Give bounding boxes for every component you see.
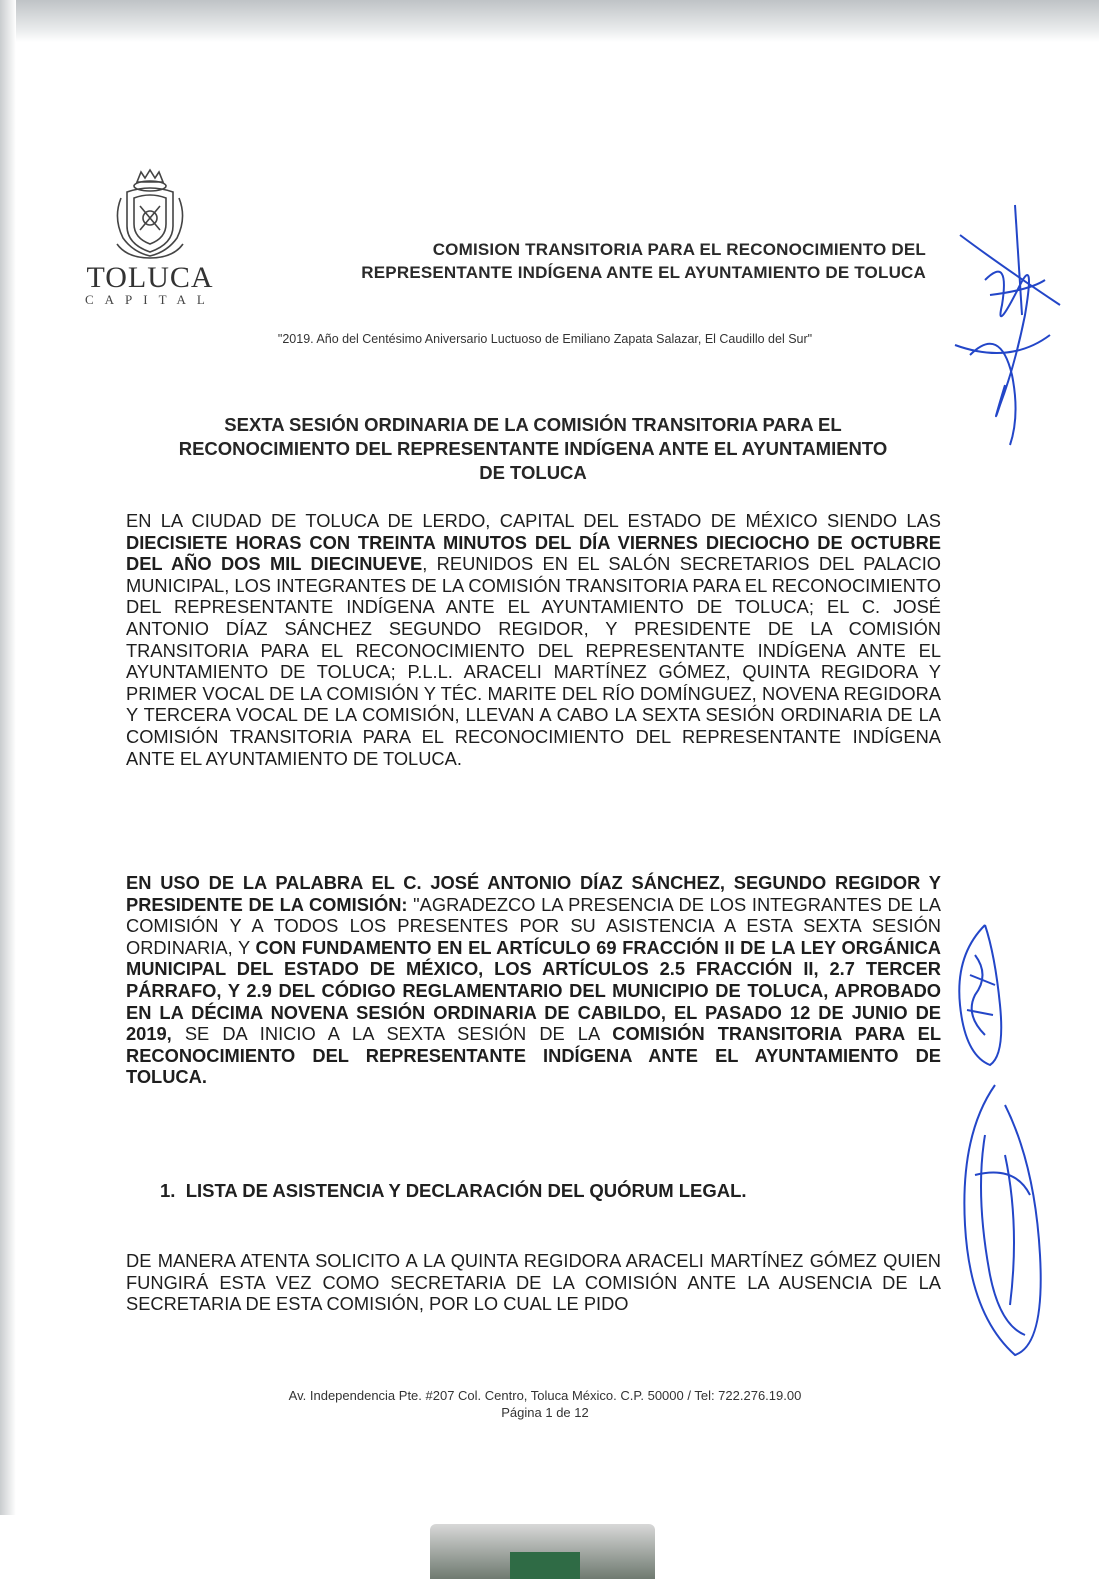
agenda-item-1	[160, 1180, 747, 1202]
year-motto: "2019. Año del Centésimo Aniversario Luctuoso de Emiliano Zapata Salazar, El Caudillo del Sur"	[277, 332, 813, 346]
commission-name: COMISIÓN TRANSITORIA PARA EL RECONOCIMIENTO DEL REPRESENTANTE INDÍGENA ANTE EL AYUNTAMIENTO DE TOLUCA.	[126, 1023, 941, 1088]
logo-name: TOLUCA	[86, 261, 214, 294]
session-title-line2: RECONOCIMIENTO DEL REPRESENTANTE INDÍGENA ANTE EL AYUNTAMIENTO	[178, 438, 888, 459]
opening-datetime: DIECISIETE HORAS CON TREINTA MINUTOS DEL DÍA VIERNES DIECIOCHO DE OCTUBRE DEL AÑO DOS MIL DIECINUEVE	[126, 531, 941, 575]
opening-text-a: EN LA CIUDAD DE TOLUCA DE LERDO, CAPITAL DEL ESTADO DE MÉXICO SIENDO LAS	[126, 510, 941, 531]
scan-shadow-top	[0, 0, 1099, 42]
toluca-logo	[85, 168, 215, 308]
coat-of-arms-icon	[107, 168, 193, 260]
footer-address: Av. Independencia Pte. #207 Col. Centro, Toluca México. C.P. 50000 / Tel: 722.276.19.00	[288, 1388, 802, 1403]
signature-middle-icon	[945, 915, 1015, 1075]
logo-subtitle: CAPITAL	[85, 292, 216, 307]
scan-shadow-left	[0, 0, 16, 1579]
opening-text-c: , REUNIDOS EN EL SALÓN SECRETARIOS DEL PALACIO MUNICIPAL, LOS INTEGRANTES DE LA COMISIÓN TRANSITORIA PARA EL RECONOCIMIENTO DEL REPRESENTANTE INDÍGENA ANTE EL AYUNTAMIENTO DE TOLUCA; EL C. JOSÉ ANTONIO DÍAZ SÁNCHEZ SEGUNDO REGIDOR, Y PRESIDENTE DE LA COMISIÓN TRANSITORIA PARA EL RECONOCIMIENTO DEL REPRESENTANTE INDÍGENA ANTE EL AYUNTAMIENTO DE TOLUCA; P.L.L. ARACELI MARTÍNEZ GÓMEZ, QUINTA REGIDORA Y PRIMER VOCAL DE LA COMISIÓN Y TÉC. MARITE DEL RÍO DOMÍNGUEZ, NOVENA REGIDORA Y TERCERA VOCAL DE LA COMISIÓN, LLEVAN A CABO LA SEXTA SESIÓN ORDINARIA DE LA COMISIÓN TRANSITORIA PARA EL RECONOCIMIENTO DEL REPRESENTANTE INDÍGENA ANTE EL AYUNTAMIENTO DE TOLUCA.	[126, 553, 941, 769]
page-footer	[200, 1387, 890, 1421]
signature-bottom-icon	[945, 1075, 1055, 1375]
session-title	[118, 413, 948, 485]
page-number: Página 1 de 12	[501, 1405, 589, 1420]
speaker-intro: EN USO DE LA PALABRA EL C. JOSÉ ANTONIO DÍAZ SÁNCHEZ, SEGUNDO REGIDOR Y PRESIDENTE DE LA COMISIÓN:	[126, 872, 941, 915]
binder-clip-tab	[510, 1552, 580, 1579]
agenda-item-number: 1.	[160, 1180, 176, 1201]
commission-header-line1: COMISION TRANSITORIA PARA EL RECONOCIMIENTO DEL	[432, 240, 926, 259]
signature-top-icon	[940, 195, 1070, 465]
legal-basis: CON FUNDAMENTO EN EL ARTÍCULO 69 FRACCIÓN II DE LA LEY ORGÁNICA MUNICIPAL DEL ESTADO DE MÉXICO, LOS ARTÍCULOS 2.5 FRACCIÓN II, 2.7 TERCER PÁRRAFO, Y 2.9 DEL CÓDIGO REGLAMENTARIO DEL MUNICIPIO DE TOLUCA, APROBADO EN LA DÉCIMA NOVENA SESIÓN ORDINARIA DE CABILDO, EL PASADO 12 DE JUNIO DE 2019,	[126, 936, 941, 1045]
commission-header	[230, 238, 926, 284]
statement-text-d: SE DA INICIO A LA SEXTA SESIÓN DE LA	[171, 1023, 613, 1045]
commission-header-line2: REPRESENTANTE INDÍGENA ANTE EL AYUNTAMIENTO DE TOLUCA	[361, 263, 926, 282]
session-title-line3: DE TOLUCA	[479, 462, 587, 483]
president-statement	[126, 872, 941, 1088]
binder-clip	[430, 1524, 655, 1579]
statement-text-b: "AGRADEZCO LA PRESENCIA DE LOS INTEGRANTES DE LA COMISIÓN Y A TODOS LOS PRESENTES POR SU ASISTENCIA A ESTA SEXTA SESIÓN ORDINARIA, Y	[126, 893, 942, 958]
secretary-request-paragraph: DE MANERA ATENTA SOLICITO A LA QUINTA REGIDORA ARACELI MARTÍNEZ GÓMEZ QUIEN FUNGIRÁ ESTA VEZ COMO SECRETARIA DE LA COMISIÓN ANTE LA AUSENCIA DE LA SECRETARIA DE ESTA COMISIÓN, POR LO CUAL LE PIDO	[126, 1250, 941, 1315]
opening-paragraph	[126, 510, 941, 769]
session-title-line1: SEXTA SESIÓN ORDINARIA DE LA COMISIÓN TRANSITORIA PARA EL	[224, 414, 842, 435]
agenda-item-text: LISTA DE ASISTENCIA Y DECLARACIÓN DEL QUÓRUM LEGAL.	[185, 1180, 747, 1201]
